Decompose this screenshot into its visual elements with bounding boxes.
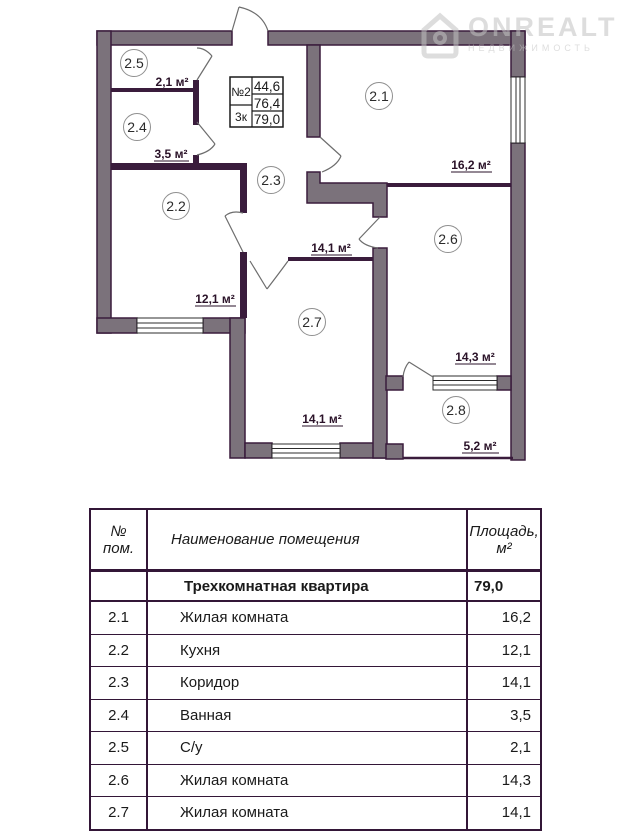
room-bubble-2-4 bbox=[124, 114, 151, 141]
area-label: 16,2 м² bbox=[451, 158, 491, 172]
wall-segment bbox=[511, 31, 525, 77]
door-room21 bbox=[320, 137, 341, 172]
room-bubble-2-7 bbox=[299, 309, 326, 336]
cell-room-name: Жилая комната bbox=[147, 797, 467, 830]
watermark-brand: ONREALT bbox=[468, 12, 618, 42]
cell-room-name: Жилая комната bbox=[147, 601, 467, 634]
partition bbox=[288, 257, 373, 261]
table-row bbox=[90, 667, 541, 700]
wall-segment bbox=[245, 443, 272, 458]
stamp-living-area: 44,6 bbox=[253, 79, 281, 94]
header-area bbox=[467, 509, 541, 571]
cell-room-number: 2.5 bbox=[90, 732, 147, 765]
wall-segment bbox=[230, 318, 245, 458]
area-label: 5,2 м² bbox=[463, 439, 497, 453]
cell-room-area: 16,2 bbox=[467, 601, 541, 634]
wall-segment bbox=[497, 376, 511, 390]
windows bbox=[137, 77, 525, 458]
table-row bbox=[90, 601, 541, 634]
window-room21 bbox=[511, 77, 525, 143]
cell-room-area: 14,3 bbox=[467, 764, 541, 797]
partition bbox=[111, 163, 247, 170]
cell-room-number: 2.1 bbox=[90, 601, 147, 634]
cell-room-name: Жилая комната bbox=[147, 764, 467, 797]
room-bubble-2-2 bbox=[163, 193, 190, 220]
cell-room-area: 14,1 bbox=[467, 797, 541, 830]
cell-room-name: Трехкомнатная квартира bbox=[147, 571, 467, 602]
room-bubble-2-8 bbox=[443, 397, 470, 424]
header-room-name bbox=[147, 509, 467, 571]
table-row bbox=[90, 764, 541, 797]
room-number: 2.5 bbox=[124, 55, 144, 71]
door-room25 bbox=[197, 48, 212, 80]
partition bbox=[240, 252, 247, 318]
wall-segment bbox=[97, 318, 137, 333]
wall-segment bbox=[97, 31, 232, 45]
apartment-stamp bbox=[230, 77, 283, 127]
cell-room-name: Коридор bbox=[147, 667, 467, 700]
room-bubble-2-5 bbox=[121, 50, 148, 77]
explication-table bbox=[89, 508, 542, 831]
stamp-usable-area: 76,4 bbox=[253, 96, 281, 111]
cell-room-name: Ванная bbox=[147, 699, 467, 732]
room-number: 2.8 bbox=[446, 402, 466, 418]
room-number: 2.6 bbox=[438, 231, 458, 247]
cell-room-number: 2.7 bbox=[90, 797, 147, 830]
area-label: 3,5 м² bbox=[154, 147, 188, 161]
header-room-number bbox=[90, 509, 147, 571]
entry-door bbox=[232, 7, 268, 31]
area-labels bbox=[154, 75, 499, 453]
window-balcony bbox=[433, 376, 497, 390]
room-bubble-2-6 bbox=[435, 226, 462, 253]
cell-room-number: 2.4 bbox=[90, 699, 147, 732]
header-line: № bbox=[110, 522, 127, 540]
wall-segment bbox=[386, 376, 403, 390]
partition bbox=[387, 183, 511, 187]
wall-segment bbox=[511, 143, 525, 460]
wall-segment bbox=[307, 45, 320, 137]
cell-room-name: С/у bbox=[147, 732, 467, 765]
stamp-total-area: 79,0 bbox=[253, 112, 281, 127]
table-row bbox=[90, 732, 541, 765]
cell-room-name: Кухня bbox=[147, 634, 467, 667]
room-bubble-2-3 bbox=[258, 167, 285, 194]
window-room27 bbox=[272, 444, 340, 458]
wall-segment bbox=[386, 444, 403, 459]
cell-room-number: 2.2 bbox=[90, 634, 147, 667]
cell-room-area: 79,0 bbox=[467, 571, 541, 602]
wall-segment bbox=[307, 172, 387, 217]
table-summary-row bbox=[90, 571, 541, 602]
wall-segment bbox=[97, 31, 111, 333]
wall-segment bbox=[268, 31, 525, 45]
wall-segment bbox=[373, 248, 387, 458]
door-room22 bbox=[225, 212, 243, 252]
cell-room-area: 3,5 bbox=[467, 699, 541, 732]
stamp-apartment-number: №2 bbox=[231, 85, 251, 99]
cell-room-area: 14,1 bbox=[467, 667, 541, 700]
cell-room-number: 2.6 bbox=[90, 764, 147, 797]
room-bubble-2-1 bbox=[366, 83, 393, 110]
table-header-row bbox=[90, 509, 541, 571]
table-row bbox=[90, 797, 541, 830]
area-label: 14,1 м² bbox=[311, 241, 351, 255]
header-line: м² bbox=[496, 539, 512, 557]
door-balcony bbox=[403, 362, 433, 377]
cell-room-number: 2.3 bbox=[90, 667, 147, 700]
table-row bbox=[90, 634, 541, 667]
cell-room-number bbox=[90, 571, 147, 602]
cell-room-area: 12,1 bbox=[467, 634, 541, 667]
cell-room-area: 2,1 bbox=[467, 732, 541, 765]
area-label: 14,3 м² bbox=[455, 350, 495, 364]
room-number: 2.7 bbox=[302, 314, 322, 330]
door-room26 bbox=[359, 217, 380, 248]
room-number: 2.2 bbox=[166, 198, 186, 214]
watermark-subtitle: НЕДВИЖИМОСТЬ bbox=[468, 43, 594, 53]
partition bbox=[193, 80, 199, 125]
table-row bbox=[90, 699, 541, 732]
area-label: 14,1 м² bbox=[302, 412, 342, 426]
room-number: 2.1 bbox=[369, 88, 389, 104]
header-line: Площадь, bbox=[469, 522, 539, 540]
room-number: 2.3 bbox=[261, 172, 281, 188]
partition bbox=[240, 170, 247, 213]
room-number: 2.4 bbox=[127, 119, 147, 135]
header-line: Наименование помещения bbox=[171, 531, 360, 548]
door-room24 bbox=[197, 122, 215, 155]
door-room27 bbox=[250, 261, 288, 289]
area-label: 2,1 м² bbox=[155, 75, 189, 89]
window-room22 bbox=[137, 318, 203, 333]
stamp-rooms-count: 3к bbox=[235, 110, 247, 124]
header-line: пом. bbox=[102, 539, 135, 557]
area-label: 12,1 м² bbox=[195, 292, 235, 306]
